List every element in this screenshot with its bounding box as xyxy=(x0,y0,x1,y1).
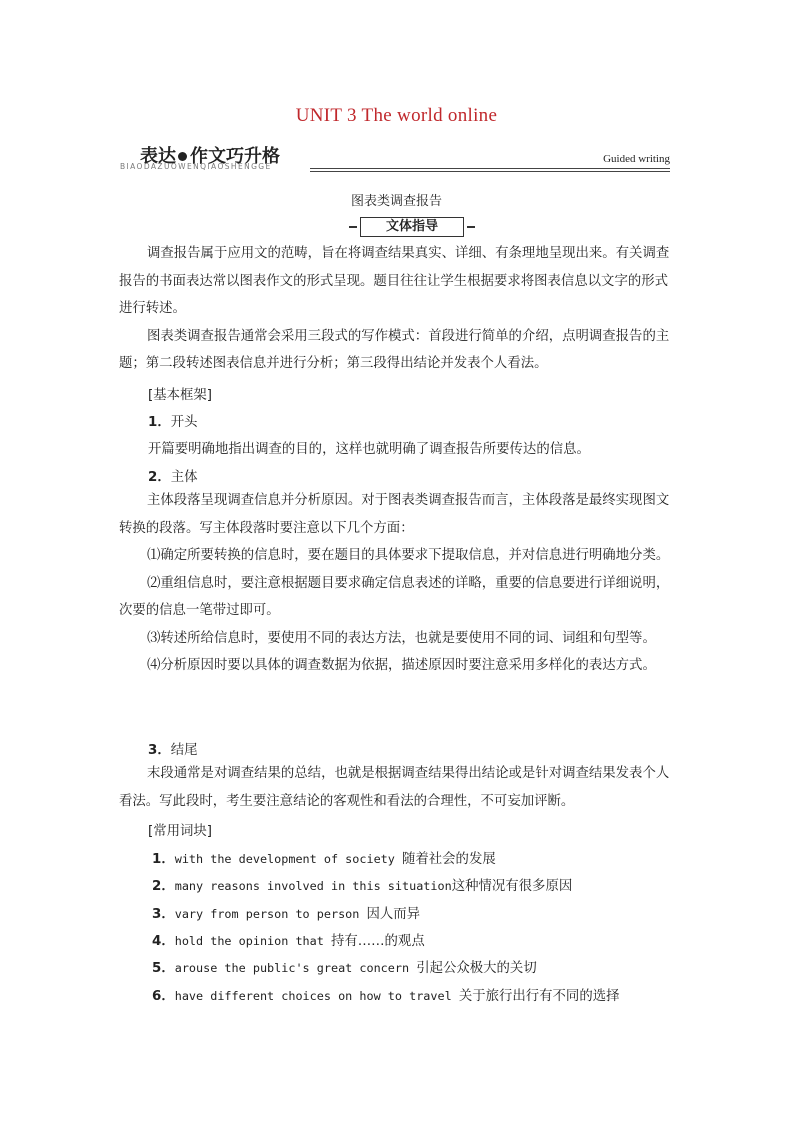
section-2-text: 主体段落呈现调查信息并分析原因。对于图表类调查报告而言，主体段落是最终实现图文转换的段落。写主体段落时要注意以下几个方面： xyxy=(119,493,670,536)
phrase-english: have different choices on how to travel xyxy=(174,989,459,1003)
phrase-item-3 xyxy=(152,903,420,922)
section-1-title: 开头 xyxy=(170,415,198,430)
phrase-chinese: 因人而异 xyxy=(366,907,421,922)
section-3-title: 结尾 xyxy=(170,743,198,758)
point-3: ⑶转述所给信息时，要使用不同的表达方法，也就是要使用不同的词、词组和句型等。 xyxy=(147,630,656,646)
section-2-body xyxy=(119,487,679,680)
guide-label: 文体指导 xyxy=(360,217,464,237)
phrase-item-2 xyxy=(152,875,572,894)
phrase-item-1 xyxy=(152,848,496,867)
phrase-item-4 xyxy=(152,930,425,949)
phrase-english: vary from person to person xyxy=(174,907,367,921)
intro-section xyxy=(119,240,679,378)
section-2-heading xyxy=(148,466,198,485)
phrase-english: many reasons involved in this situation xyxy=(174,879,452,893)
phrase-english: with the development of society xyxy=(174,852,402,866)
phrase-chinese: 持有……的观点 xyxy=(330,934,425,949)
phrase-item-6 xyxy=(152,985,620,1004)
framework-label: [基本框架] xyxy=(148,388,213,403)
section-1-text: 开篇要明确地指出调查的目的，这样也就明确了调查报告所要传达的信息。 xyxy=(148,442,590,457)
phrase-chinese: 关于旅行出行有不同的选择 xyxy=(458,989,620,1004)
banner-rule-top xyxy=(310,168,670,169)
phrase-number: 6． xyxy=(152,989,175,1004)
section-3-text: 末段通常是对调查结果的总结，也就是根据调查结果得出结论或是针对调查结果发表个人看法。写此段时，考生要注意结论的客观性和看法的合理性，不可妄加评断。 xyxy=(119,766,670,809)
phrase-english: arouse the public's great concern xyxy=(174,961,417,975)
report-subtitle: 图表类调查报告 xyxy=(350,194,442,209)
phrase-number: 2． xyxy=(152,879,175,894)
section-banner xyxy=(120,142,670,174)
guide-label-wrap xyxy=(0,217,793,237)
section-1-number: 1． xyxy=(148,415,171,430)
phrase-chinese: 随着社会的发展 xyxy=(402,852,496,867)
phrase-number: 1． xyxy=(152,852,175,867)
section-2-title: 主体 xyxy=(170,470,198,485)
banner-rule-bottom xyxy=(310,171,670,172)
phrases-label: [常用词块] xyxy=(148,824,213,839)
banner-pinyin: BIAODAZUOWENQIAOSHENGGE xyxy=(120,162,272,171)
section-1-heading xyxy=(148,411,198,430)
section-3-body xyxy=(119,760,679,815)
phrase-chinese: 引起公众极大的关切 xyxy=(416,961,537,976)
page-title: UNIT 3 The world online xyxy=(295,105,498,126)
section-3-heading xyxy=(148,739,198,758)
phrase-chinese: 这种情况有很多原因 xyxy=(451,879,573,894)
intro-paragraph-1: 调查报告属于应用文的范畴，旨在将调查结果真实、详细、有条理地呈现出来。有关调查报告的书面表达常以图表作文的形式呈现。题目往往让学生根据要求将图表信息以文字的形式进行转述。 xyxy=(119,246,670,316)
phrase-number: 3． xyxy=(152,907,175,922)
section-2-number: 2． xyxy=(148,470,171,485)
banner-heading-b: 作文巧升格 xyxy=(190,146,280,167)
phrase-item-5 xyxy=(152,957,537,976)
point-1: ⑴确定所要转换的信息时，要在题目的具体要求下提取信息，并对信息进行明确地分类。 xyxy=(147,548,670,563)
banner-heading-a: 表达 xyxy=(140,146,176,167)
circle-bullet-icon xyxy=(178,152,187,161)
intro-paragraph-2: 图表类调查报告通常会采用三段式的写作模式：首段进行简单的介绍，点明调查报告的主题；第二段转述图表信息并进行分析；第三段得出结论并发表个人看法。 xyxy=(119,328,670,371)
section-3-number: 3． xyxy=(148,743,171,758)
banner-english-label: Guided writing xyxy=(603,153,670,165)
phrase-number: 4． xyxy=(152,934,175,949)
point-2: ⑵重组信息时，要注意根据题目要求确定信息表述的详略，重要的信息要进行详细说明，次要的信息一笔带过即可。 xyxy=(119,575,670,618)
point-4: ⑷分析原因时要以具体的调查数据为依据，描述原因时要注意采用多样化的表达方式。 xyxy=(147,658,656,673)
phrase-number: 5． xyxy=(152,961,175,976)
phrase-english: hold the opinion that xyxy=(174,934,331,948)
